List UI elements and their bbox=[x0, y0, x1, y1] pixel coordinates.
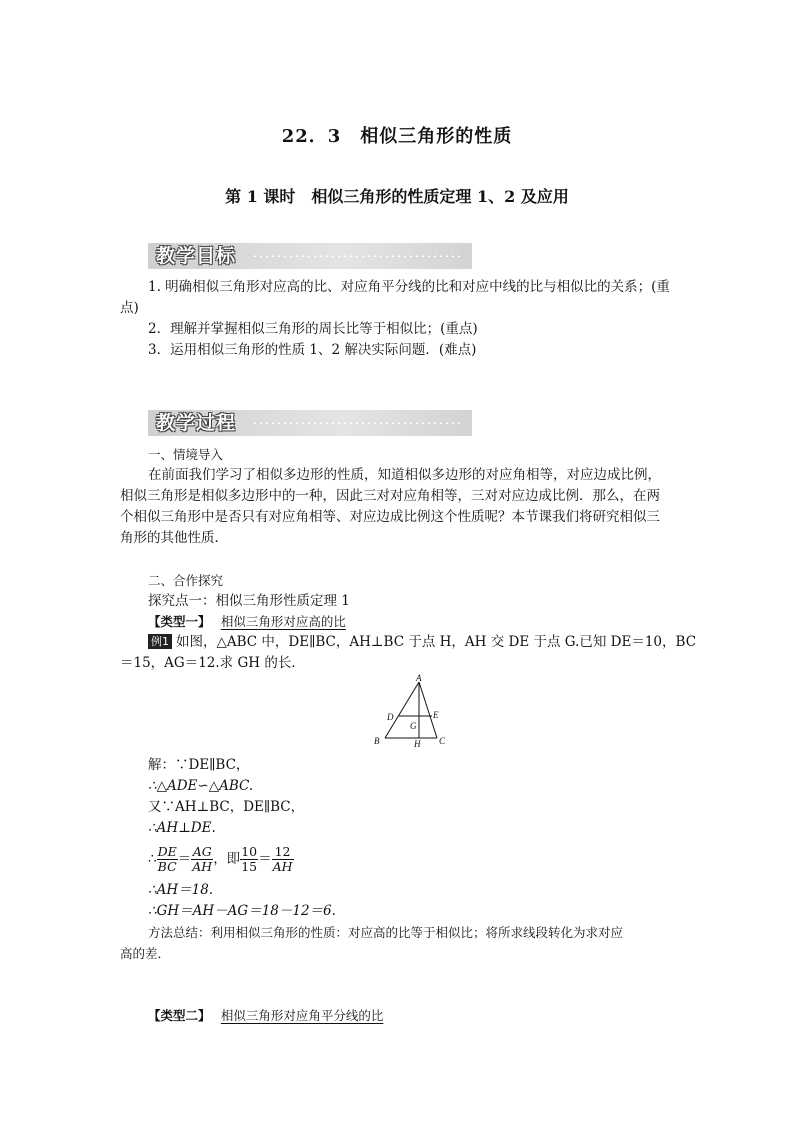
type1-heading bbox=[148, 611, 346, 633]
goal-item-3: 3．运用相似三角形的性质 1、2 解决实际问题．(难点) bbox=[148, 342, 477, 358]
ratio-line bbox=[148, 840, 294, 878]
goals-heading: 教学目标 bbox=[156, 245, 237, 267]
label-c: C bbox=[439, 736, 446, 746]
solution-line-5: ∴AH＝18. bbox=[148, 882, 214, 898]
ratio-prefix: ∴ bbox=[148, 850, 157, 867]
label-a: A bbox=[416, 674, 422, 683]
goal-item-2: 2．理解并掌握相似三角形的周长比等于相似比；(重点) bbox=[148, 321, 478, 337]
goals-banner bbox=[148, 243, 472, 269]
solution-line-3: 又∵AH⊥BC，DE∥BC， bbox=[148, 799, 305, 815]
fraction-numerator: DE bbox=[157, 843, 177, 859]
equals-sign: ＝ bbox=[177, 850, 192, 867]
example-line-1 bbox=[148, 632, 696, 653]
goal-item-1-cont: 点) bbox=[120, 300, 139, 316]
example-text-1: 如图，△ABC 中，DE∥BC，AH⊥BC 于点 H，AH 交 DE 于点 G.已知 DE＝10，BC bbox=[176, 634, 697, 650]
fraction-numerator: AG bbox=[192, 843, 212, 859]
fraction-ag-ah bbox=[191, 845, 213, 874]
fraction-10-15 bbox=[240, 845, 258, 874]
type2-name: 相似三角形对应角平分线的比 bbox=[220, 1008, 384, 1023]
example-label: 例1 bbox=[148, 634, 172, 649]
goal-item-1: 1. 明确相似三角形对应高的比、对应角平分线的比和对应中线的比与相似比的关系；(重 bbox=[148, 279, 670, 295]
intro-title: 一、情境导入 bbox=[148, 447, 224, 462]
lesson-subtitle: 第 1 课时 相似三角形的性质定理 1、2 及应用 bbox=[225, 187, 569, 206]
fraction-denominator: 15 bbox=[241, 858, 258, 874]
fraction-numerator: 12 bbox=[272, 845, 294, 860]
solution-line-2: ∴△ADE∽△ABC. bbox=[148, 778, 254, 794]
type2-bracket: 【类型二】 bbox=[148, 1008, 211, 1023]
banner-dots bbox=[252, 255, 462, 257]
triangle-figure bbox=[370, 674, 460, 752]
label-h: H bbox=[414, 739, 421, 749]
intro-line-4: 角形的其他性质． bbox=[120, 530, 228, 546]
process-heading: 教学过程 bbox=[156, 412, 237, 434]
process-banner bbox=[148, 410, 472, 436]
solution-line-1: 解：∵DE∥BC， bbox=[148, 757, 250, 773]
section-title: 22．3 相似三角形的性质 bbox=[281, 126, 513, 147]
intro-line-1: 在前面我们学习了相似多边形的性质，知道相似多边形的对应角相等，对应边成比例， bbox=[148, 467, 661, 483]
type1-name: 相似三角形对应高的比 bbox=[220, 614, 346, 629]
ratio-connector: ，即 bbox=[213, 850, 241, 867]
intro-line-2: 相似三角形是相似多边形中的一种，因此三对对应角相等，三对对应边成比例．那么，在两 bbox=[120, 488, 660, 504]
label-d: D bbox=[387, 712, 394, 722]
fraction-de-bc bbox=[157, 845, 178, 874]
fraction-denominator: BC bbox=[157, 858, 177, 874]
explore-point-1: 探究点一：相似三角形性质定理 1 bbox=[148, 593, 350, 609]
example-line-2: ＝15，AG＝12.求 GH 的长． bbox=[120, 655, 305, 671]
type2-heading bbox=[148, 1005, 383, 1027]
label-b: B bbox=[374, 736, 380, 746]
type1-bracket: 【类型一】 bbox=[148, 614, 211, 629]
fraction-numerator: 10 bbox=[241, 843, 258, 859]
banner-dots bbox=[252, 422, 462, 424]
fraction-12-ah bbox=[272, 845, 294, 874]
summary-line-2: 高的差． bbox=[120, 946, 171, 961]
fraction-denominator: AH bbox=[272, 858, 293, 874]
intro-line-3: 个相似三角形中是否只有对应角相等、对应边成比例这个性质呢？本节课我们将研究相似三 bbox=[120, 509, 660, 525]
solution-line-6: ∴GH＝AH－AG＝18－12＝6. bbox=[148, 903, 336, 919]
summary-line-1: 方法总结：利用相似三角形的性质：对应高的比等于相似比；将所求线段转化为求对应 bbox=[148, 925, 624, 940]
explore-title: 二、合作探究 bbox=[148, 573, 224, 588]
solution-line-4: ∴AH⊥DE. bbox=[148, 820, 216, 836]
equals-sign: ＝ bbox=[258, 850, 272, 867]
label-g: G bbox=[410, 721, 417, 731]
fraction-denominator: AH bbox=[192, 858, 213, 874]
label-e: E bbox=[433, 710, 439, 720]
